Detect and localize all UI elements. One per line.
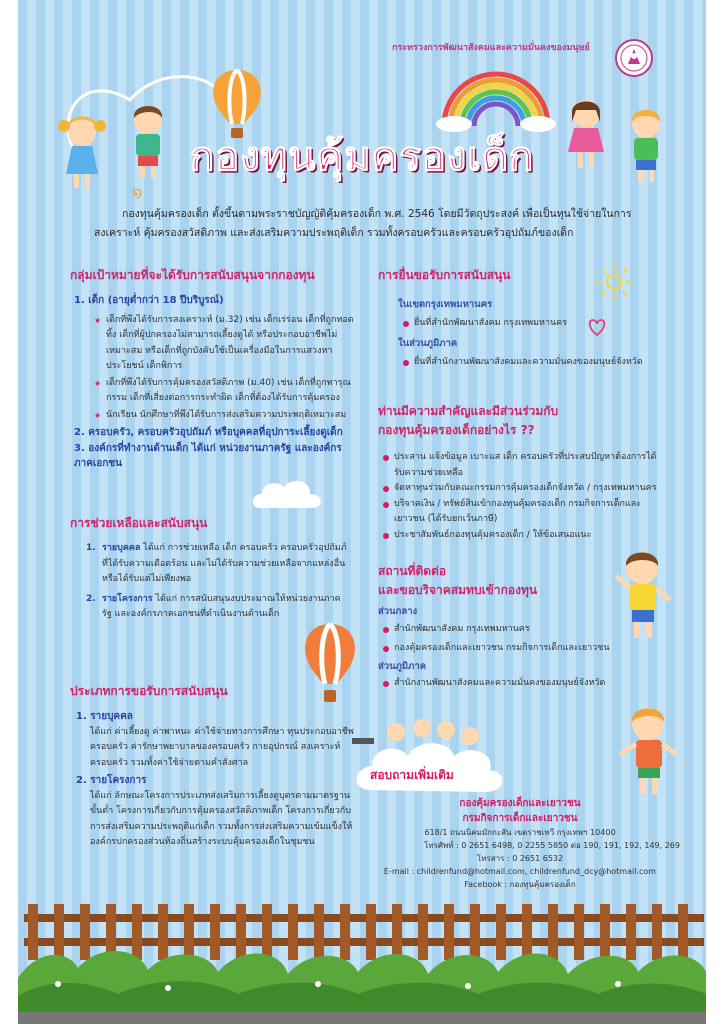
participate-item: จัดหาทุนร่วมกับคณะกรรมการคุ้มครองเด็กจังหวัด / กรุงเทพมหานคร — [382, 481, 660, 497]
target-bullet: ★ นักเรียน นักศึกษาที่พึงได้รับการส่งเสริมความประพฤติเหมาะสม — [94, 408, 360, 424]
participate-item: บริจาคเงิน / ทรัพย์สินเข้ากองทุนคุ้มครองเด็ก กรมกิจการเด็กและเยาวชน (ได้รับยกเว้นภาษี) — [382, 497, 660, 528]
types-section — [70, 682, 370, 851]
target-bullet: ★ เด็กที่พึงได้รับการคุ้มครองสวัสดิภาพ (ม.40) เช่น เด็กที่ถูกทารุณกรรม เด็กที่เสี่ยงต่อการกระทำผิด เด็กที่ต้องได้รับการคุ้มครอง — [94, 376, 360, 407]
green-bush-decoration — [18, 938, 706, 1024]
poster-title: กองทุนคุ้มครองเด็ก — [189, 134, 535, 180]
svg-text:໑: ໑ — [132, 183, 143, 200]
target-item-3: 3. องค์กรที่ทำงานด้านเด็ก ได้แก่ หน่วยงานภาครัฐ และองค์กรภาคเอกชน — [74, 442, 342, 469]
participate-heading-1: ท่านมีความสำคัญและมีส่วนร่วมกับ — [378, 404, 559, 418]
child-boy-waving-icon — [612, 546, 674, 642]
apply-province-item: ยื่นที่สำนักงานพัฒนาสังคมและความมั่นคงของมนุษย์จังหวัด — [402, 355, 678, 371]
apply-heading: การยื่นขอรับการสนับสนุน — [378, 268, 511, 282]
contact-org — [360, 796, 680, 826]
types-item-1-label: 1. รายบุคคล — [76, 711, 133, 722]
participate-heading-2: กองทุนคุ้มครองเด็กอย่างไร ?? — [378, 423, 535, 437]
target-section — [70, 266, 360, 472]
assistance-item-2-text: ได้แก่ การสนับสนุนงบประมาณให้หน่วยงานภาครัฐ และองค์กรภาคเอกชนที่ดำเนินงานด้านเด็ก — [102, 593, 341, 619]
assistance-item-1: 1. รายบุคคล ได้แก่ การช่วยเหลือ เด็ก ครอบครัว ครอบครัวอุปถัมภ์ ที่ได้รับความเดือดร้อน และไม่ได้รับความช่วยเหลือจากแหล่งอื่น หรือได้รับแต่ไม่เพียงพอ — [86, 543, 347, 584]
donate-central-item: สำนักพัฒนาสังคม กรุงเทพมหานคร — [382, 622, 678, 638]
contact-org-2: กรมกิจการเด็กและเยาวชน — [462, 813, 578, 824]
assistance-section — [70, 514, 360, 623]
apply-province-label: ในส่วนภูมิภาค — [398, 338, 458, 349]
cloud-decoration — [250, 474, 324, 512]
types-heading: ประเภทการขอรับการสนับสนุน — [70, 684, 228, 698]
assistance-heading: การช่วยเหลือและสนับสนุน — [70, 516, 208, 530]
contact-org-1: กองคุ้มครองเด็กและเยาวชน — [459, 798, 581, 809]
ministry-logo-icon — [614, 38, 654, 78]
donate-province-list — [382, 676, 678, 692]
participate-section — [378, 402, 678, 543]
contact-facebook[interactable]: Facebook : กองทุนคุ้มครองเด็ก — [464, 880, 576, 889]
contact-address: 618/1 ถนนนิคมมักกะสัน เขตราชเทวี กรุงเทพฯ 10400 — [424, 828, 616, 837]
donate-heading-1: สถานที่ติดต่อ — [378, 564, 447, 578]
assistance-item-1-text: ได้แก่ การช่วยเหลือ เด็ก ครอบครัว ครอบครัวอุปถัมภ์ ที่ได้รับความเดือดร้อน และไม่ได้รับความช่วยเหลือจากแหล่งอื่น หรือได้รับแต่ไม่เพียงพอ — [102, 543, 347, 584]
target-bullet: ★ เด็กที่พึงได้รับการสงเคราะห์ (ม.32) เช่น เด็กเร่ร่อน เด็กที่ถูกทอดทิ้ง เด็กที่ผู้ปกครองไม่สามารถเลี้ยงดูได้ หรือประกอบอาชีพไม่เหมาะสม หรือเด็กที่ถูกบังคับใช้เป็นเครื่องมือในการแสวงหาประโยชน์ เด็กพิการ — [94, 313, 360, 375]
apply-bkk-label: ในเขตกรุงเทพมหานคร — [398, 299, 493, 310]
donate-province-item: สำนักงานพัฒนาสังคมและความมั่นคงของมนุษย์จังหวัด — [382, 676, 678, 692]
target-item-1-label: เด็ก (อายุต่ำกว่า 18 ปีบริบูรณ์) — [88, 295, 224, 306]
assistance-item-2: 2. รายโครงการ ได้แก่ การสนับสนุนงบประมาณให้หน่วยงานภาครัฐ และองค์กรภาคเอกชนที่ดำเนินงานด้านเด็ก — [86, 593, 341, 619]
contact-email[interactable]: E-mail : childrenfund@hotmail.com, childrenfund_dcy@hotmail.com — [383, 867, 657, 876]
heart-icon — [586, 316, 608, 338]
target-item-1 — [74, 293, 360, 309]
donate-central-item: กองคุ้มครองเด็กและเยาวชน กรมกิจการเด็กและเยาวชน — [382, 641, 678, 657]
contact-phone: โทรศัพท์ : 0 2651 6498, 0 2255 5850 ต่อ 190, 191, 192, 149, 269 — [424, 841, 680, 850]
apply-bkk-item: ยื่นที่สำนักพัฒนาสังคม กรุงเทพมหานคร — [402, 316, 678, 332]
ask-more-label: สอบถามเพิ่มเติม — [370, 768, 454, 782]
types-item-1-text: ได้แก่ ค่าเลี้ยงดู ค่าพาหนะ ค่าใช้จ่ายทางการศึกษา ทุนประกอบอาชีพครอบครัว ค่ารักษาพยาบาลของครอบครัว กายอุปกรณ์ สงเคราะห์ครอบครัว รวมทั้งค่าใช้จ่ายตามคำสั่งศาล — [90, 726, 354, 768]
participate-item: ประชาสัมพันธ์กองทุนคุ้มครองเด็ก / ให้ข้อเสนอแนะ — [382, 528, 660, 544]
child-boy-cheering-icon — [616, 702, 680, 798]
donate-central-label: ส่วนกลาง — [378, 606, 418, 617]
target-item-2: 2. ครอบครัว, ครอบครัวอุปถัมภ์ หรือบุคคลที่อุปการะเลี้ยงดูเด็ก — [74, 427, 343, 438]
apply-bkk-list — [402, 316, 678, 332]
donate-province-label: ส่วนภูมิภาค — [378, 660, 427, 672]
contact-details — [360, 826, 680, 891]
apply-province-list — [402, 355, 678, 371]
types-item-2-label: 2. รายโครงการ — [76, 775, 147, 786]
rainbow-icon — [436, 62, 556, 132]
sun-icon — [594, 262, 634, 302]
contact-fax: โทรสาร : 0 2651 6532 — [476, 854, 564, 863]
target-item-1-number: 1. — [74, 295, 85, 306]
participate-list — [382, 450, 660, 543]
intro-paragraph: กองทุนคุ้มครองเด็ก ตั้งขึ้นตามพระราชบัญญัติคุ้มครองเด็ก พ.ศ. 2546 โดยมีวัตถุประสงค์ เพื่อเป็นทุนใช้จ่ายในการสงเคราะห์ คุ้มครองสวัสดิภาพ และส่งเสริมความประพฤติเด็ก รวมทั้งครอบครัวและครอบครัวอุปถัมภ์ของเด็ก — [94, 208, 632, 239]
donate-heading-2: และขอบริจาคสมทบเข้ากองทุน — [378, 583, 538, 597]
ministry-name: กระทรวงการพัฒนาสังคมและความมั่นคงของมนุษย์ — [392, 43, 590, 53]
assistance-item-2-label: รายโครงการ — [102, 593, 153, 604]
participate-item: ประสาน แจ้งข้อมูล เบาะแส เด็ก ครอบครัวที่ประสบปัญหาต้องการได้รับความช่วยเหลือ — [382, 450, 660, 481]
assistance-item-1-label: รายบุคคล — [102, 543, 141, 553]
target-item-1-list — [94, 313, 360, 424]
target-heading: กลุ่มเป้าหมายที่จะได้รับการสนับสนุนจากกองทุน — [70, 268, 315, 282]
types-item-2-text: ได้แก่ ลักษณะโครงการประเภทส่งเสริมการเลี้ยงดูบุตรตามมาตรฐานขั้นต่ำ โครงการเกี่ยวกับการคุ้มครองสวัสดิภาพเด็ก โครงการเกี่ยวกับการส่งเสริมความประพฤติแก่เด็ก รวมทั้งการส่งเสริมความเข้มแข็งให้องค์กรปกครองส่วนท้องถิ่นสร้างระบบคุ้มครองเด็กในชุมชน — [90, 790, 353, 847]
